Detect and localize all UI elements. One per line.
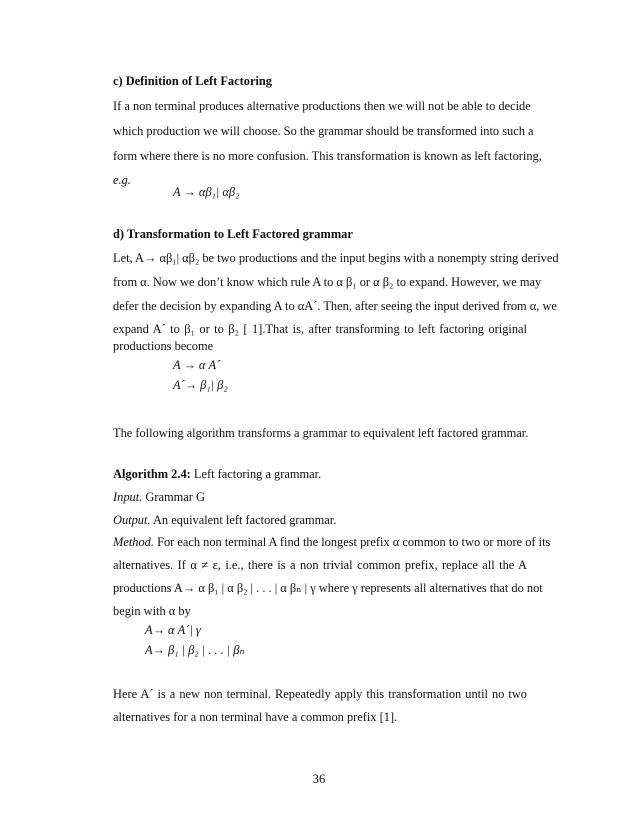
algorithm-rule-1: A→ α A´| γ bbox=[145, 623, 201, 637]
method-line-2: alternatives. If α ≠ ε, i.e., there is a non trivial common prefix, replace all the A bbox=[113, 558, 527, 572]
algorithm-input-line bbox=[113, 489, 527, 505]
section-c-line-2: which production we will choose. So the grammar should be transformed into such a bbox=[113, 124, 534, 138]
output-text: An equivalent left factored grammar. bbox=[152, 513, 337, 527]
output-label: Output. bbox=[113, 513, 151, 527]
method-line-1-text: For each non terminal A find the longest prefix α common to two or more of its bbox=[157, 535, 551, 549]
production-2: A´→ β₁| β₂ bbox=[173, 378, 228, 392]
page-number: 36 bbox=[312, 772, 326, 786]
production-1: A → α A´ bbox=[173, 358, 221, 372]
following-text: The following algorithm transforms a grammar to equivalent left factored grammar. bbox=[113, 426, 529, 440]
method-line-1 bbox=[113, 534, 551, 550]
algorithm-title: Algorithm 2.4: bbox=[113, 467, 191, 481]
algorithm-output-line bbox=[113, 512, 527, 528]
input-label: Input. bbox=[113, 490, 143, 504]
closing-line-2: alternatives for a non terminal have a common prefix [1]. bbox=[113, 710, 398, 724]
method-line-4: begin with α by bbox=[113, 604, 191, 618]
algorithm-title-rest: Left factoring a grammar. bbox=[193, 467, 322, 481]
section-d-heading: d) Transformation to Left Factored grammar bbox=[113, 227, 353, 241]
section-c-line-3: form where there is no more confusion. This transformation is known as left factoring, bbox=[113, 149, 542, 163]
section-d-line-1: Let, A→ αβ₁| αβ₂ be two productions and the input begins with a nonempty string derived bbox=[113, 251, 559, 265]
section-d-line-2: from α. Now we don’t know which rule A to α β₁ or α β₂ to expand. However, we may bbox=[113, 275, 542, 289]
section-d-line-3: defer the decision by expanding A to αA´. Then, after seeing the input derived from α, we bbox=[113, 299, 557, 313]
algorithm-rule-2: A→ β₁ | β₂ | . . . | βₙ bbox=[145, 643, 245, 657]
algorithm-title-line bbox=[113, 466, 527, 482]
section-d-line-4: expand A´ to β₁ or to β₂ [ 1].That is, after transforming to left factoring original bbox=[113, 322, 527, 336]
example-production: A → αβ₁| αβ₂ bbox=[173, 185, 240, 199]
section-c-line-1: If a non terminal produces alternative productions then we will not be able to decide bbox=[113, 99, 531, 113]
closing-line-1: Here A´ is a new non terminal. Repeatedly apply this transformation until no two bbox=[113, 687, 527, 701]
section-d-line-5: productions become bbox=[113, 339, 214, 353]
method-line-3: productions A→ α β₁ | α β₂ | . . . | α βₙ | γ where γ represents all alternatives that do not bbox=[113, 581, 543, 595]
eg-label: e.g. bbox=[113, 173, 131, 187]
method-label: Method. bbox=[113, 535, 154, 549]
input-text: Grammar G bbox=[145, 490, 205, 504]
section-c-heading: c) Definition of Left Factoring bbox=[113, 74, 272, 88]
